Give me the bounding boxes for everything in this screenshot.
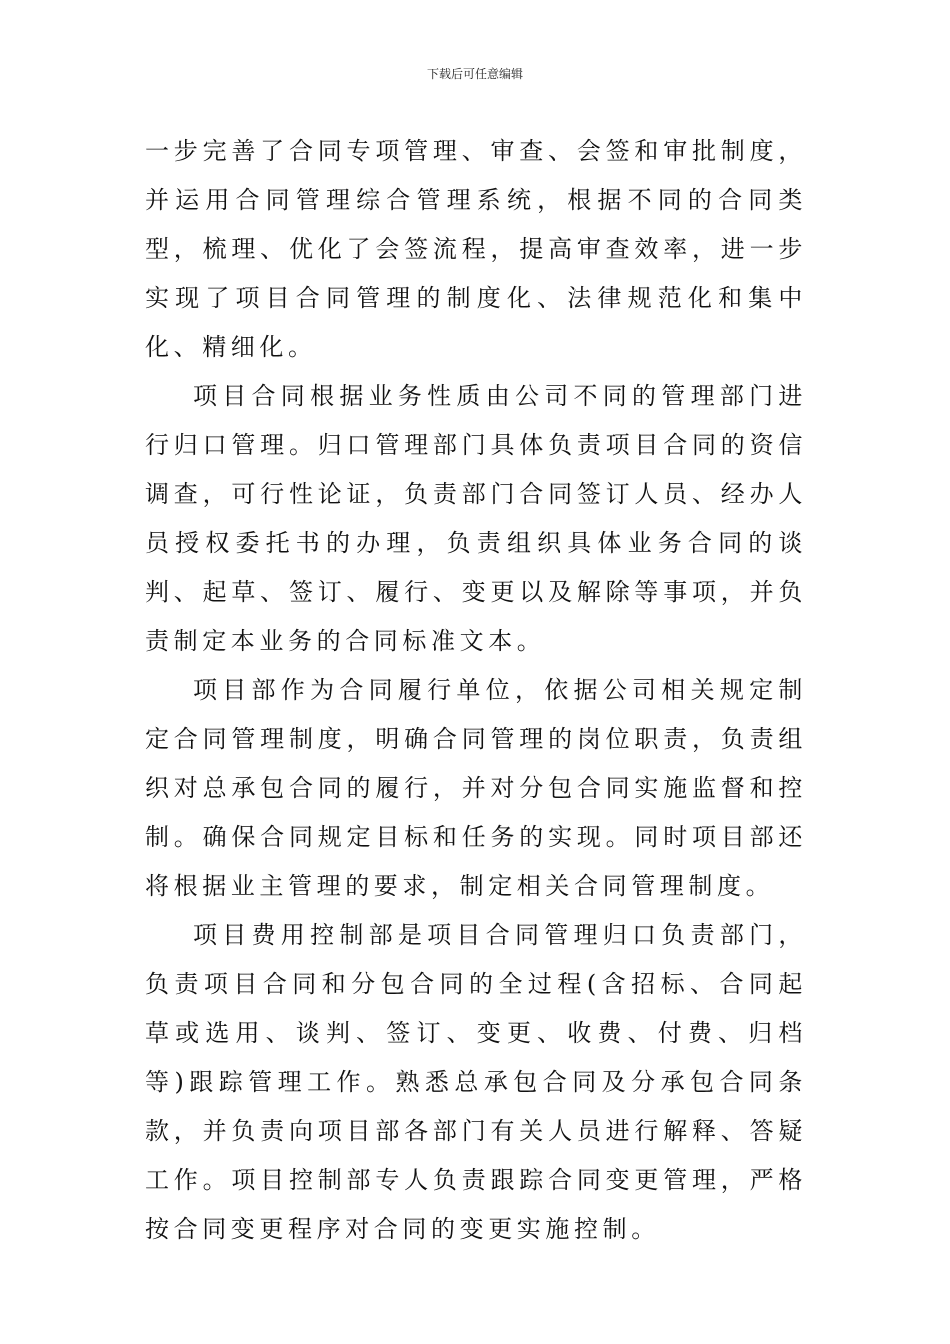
paragraph-contract-system-continued: 一步完善了合同专项管理、审查、会签和审批制度，并运用合同管理综合管理系统，根据不同的合同类型，梳理、优化了会签流程，提高审查效率，进一步实现了项目合同管理的制度化、法律规范化和集中化、精细化。 <box>145 137 807 361</box>
paragraph-centralized-management: 项目合同根据业务性质由公司不同的管理部门进行归口管理。归口管理部门具体负责项目合同的资信调查，可行性论证，负责部门合同签订人员、经办人员授权委托书的办理，负责组织具体业务合同的谈判、起草、签订、履行、变更以及解除等事项，并负责制定本业务的合同标准文本。 <box>145 382 807 655</box>
paragraph-cost-control-department: 项目费用控制部是项目合同管理归口负责部门，负责项目合同和分包合同的全过程(含招标、合同起草或选用、谈判、签订、变更、收费、付费、归档等)跟踪管理工作。熟悉总承包合同及分承包合同条款，并负责向项目部各部门有关人员进行解释、答疑工作。项目控制部专人负责跟踪合同变更管理，严格按合同变更程序对合同的变更实施控制。 <box>145 921 807 1243</box>
paragraph-project-department: 项目部作为合同履行单位，依据公司相关规定制定合同管理制度，明确合同管理的岗位职责，负责组织对总承包合同的履行，并对分包合同实施监督和控制。确保合同规定目标和任务的实现。同时项目部还将根据业主管理的要求，制定相关合同管理制度。 <box>145 676 807 900</box>
document-body <box>145 127 807 1254</box>
page-header-note: 下载后可任意编辑 <box>426 67 523 81</box>
